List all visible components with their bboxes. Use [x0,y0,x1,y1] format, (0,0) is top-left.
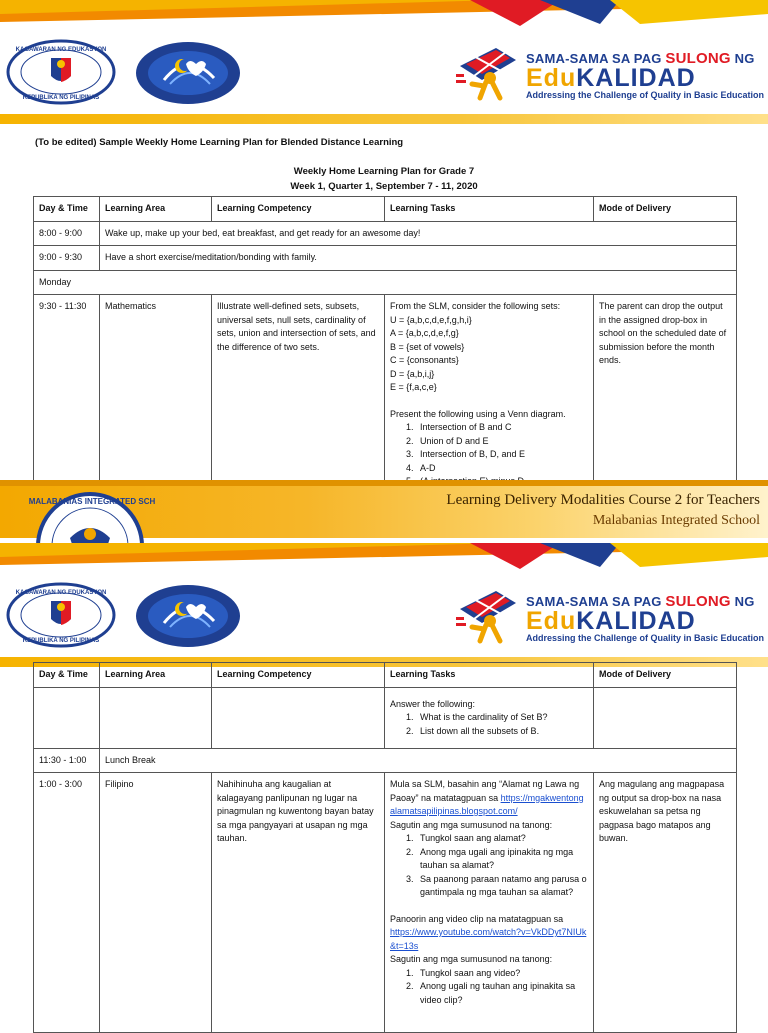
task-intro: Mula sa SLM, basahin ang “Alamat ng Lawa ng Paoay” na matatagpuan sa [390,779,580,803]
row-activity: Wake up, make up your bed, eat breakfast, and get ready for an awesome day! [100,221,737,246]
plan-week: Week 1, Quarter 1, September 7 - 11, 2020 [290,181,478,192]
header-stripe [0,543,768,573]
footer-school-name: Malabanias Integrated School [592,513,760,528]
table-row [34,748,737,773]
list-item: 3. Sa paanong paraan natamo ang parusa o gantimpala ng mga tauhan sa alamat? [416,873,588,900]
header-gold-stripe [0,114,768,124]
table-row [34,270,737,295]
edukalidad-slogan: SAMA-SAMA SA PAG SULONG NG [526,593,755,610]
plan-title: Weekly Home Learning Plan for Grade 7 [293,166,475,177]
list-item: 1. Tungkol saan ang video? [416,967,588,981]
competency-math: Illustrate well-defined sets, subsets, universal sets, null sets, cardinality of sets, union and intersection of sets, and the difference of two sets. [212,295,385,495]
svg-text:KAGAWARAN NG EDUKASYON: KAGAWARAN NG EDUKASYON [15,47,107,53]
svg-text:KAGAWARAN NG EDUKASYON: KAGAWARAN NG EDUKASYON [15,590,107,596]
table-row [34,295,737,495]
document-note: (To be edited) Sample Weekly Home Learning Plan for Blended Distance Learning [35,137,404,148]
edukalidad-mascot-icon [456,44,522,102]
table-row [34,773,737,1033]
row-time: 8:00 - 9:00 [34,221,100,246]
svg-text:REPUBLIKA NG PILIPINAS: REPUBLIKA NG PILIPINAS [22,638,100,644]
table-header-row [34,663,737,688]
col-learning-competency: Learning Competency [212,197,385,222]
edukalidad-logo [456,44,765,104]
youtube-link[interactable]: https://www.youtube.com/watch?v=VkDDyt7NIUk&t=13s [390,927,587,951]
row-time: 9:00 - 9:30 [34,246,100,271]
edukalidad-logo [456,587,765,647]
learning-area-math: Mathematics [100,295,212,495]
set-item: C = {consonants} [390,355,459,365]
table-row [34,246,737,271]
video-intro: Panoorin ang video clip na matatagpuan sa [390,913,564,924]
svg-text:REPUBLIKA NG PILIPINAS: REPUBLIKA NG PILIPINAS [22,95,100,101]
set-item: A = {a,b,c,d,e,f,g} [390,328,459,338]
row-time: 9:30 - 11:30 [34,295,100,495]
set-item: E = {f,a,c,e} [390,382,437,392]
question-list [390,967,588,1008]
tasks-math [385,295,594,495]
venn-intro: Present the following using a Venn diagram. [390,408,566,419]
tasks-intro: Answer the following: [390,698,476,709]
tasks-filipino [385,773,594,1033]
questions-intro: Sagutin ang mga sumusunod na tanong: [390,954,553,964]
row-time: 1:00 - 3:00 [34,773,100,1033]
col-learning-competency: Learning Competency [212,663,385,688]
list-item: 1. What is the cardinality of Set B? [416,711,588,725]
edukalidad-wordmark: EduKALIDAD [526,607,696,635]
academy-seal-icon [134,583,242,649]
list-item: 2. Anong ugali ng tauhan ang ipinakita sa video clip? [416,980,588,1007]
col-learning-area: Learning Area [100,663,212,688]
set-item: D = {a,b,i,j} [390,368,435,379]
learning-plan-table [33,196,737,495]
learning-area-filipino: Filipino [100,773,212,1033]
venn-list [390,421,588,489]
col-mode-of-delivery: Mode of Delivery [594,197,737,222]
school-seal-text: MALABANIAS INTEGRATED SCH [28,497,156,506]
table-row [34,221,737,246]
header-stripe [0,0,768,30]
row-activity: Have a short exercise/meditation/bonding with family. [100,246,737,271]
edukalidad-mascot-icon [456,587,522,645]
col-learning-tasks: Learning Tasks [385,663,594,688]
edukalidad-wordmark: EduKALIDAD [526,64,696,92]
question-list [390,711,588,738]
question-list [390,832,588,900]
set-item: U = {a,b,c,d,e,f,g,h,i} [390,314,472,325]
set-item: B = {set of vowels} [390,341,465,352]
list-item: 2. Union of D and E [416,435,588,449]
delivery-filipino: Ang magulang ang magpapasa ng output sa drop-box na nasa eskuwelahan sa petsa ng pagpasa bago matapos ang buwan. [594,773,737,1033]
list-item: 2. Anong mga ugali ang ipinakita ng mga tauhan sa alamat? [416,846,588,873]
deped-seal-icon [6,40,116,104]
delivery-math: The parent can drop the output in the assigned drop-box in school on the scheduled date of submission before the month ends. [594,295,737,495]
col-day-time: Day & Time [34,197,100,222]
edukalidad-slogan: SAMA-SAMA SA PAG SULONG NG [526,50,755,67]
learning-plan-table-continued [33,662,737,1033]
page-header [0,0,768,124]
page-footer [0,480,768,542]
table-header-row [34,197,737,222]
deped-seal-icon [6,583,116,647]
list-item: 1. Intersection of B and C [416,421,588,435]
footer-course-title: Learning Delivery Modalities Course 2 for Teachers [446,492,760,508]
edukalidad-tagline: Addressing the Challenge of Quality in Basic Education [526,90,765,100]
page2-header [0,543,768,667]
edukalidad-tagline: Addressing the Challenge of Quality in Basic Education [526,633,765,643]
list-item: 1. Tungkol saan ang alamat? [416,832,588,846]
col-day-time: Day & Time [34,663,100,688]
tasks-math-continued [385,687,594,748]
col-mode-of-delivery: Mode of Delivery [594,663,737,688]
col-learning-tasks: Learning Tasks [385,197,594,222]
col-learning-area: Learning Area [100,197,212,222]
row-activity: Lunch Break [100,748,737,773]
questions-intro: Sagutin ang mga sumusunod na tanong: [390,819,553,830]
table-row [34,687,737,748]
competency-filipino: Nahihinuha ang kaugalian at kalagayang panlipunan ng lugar na pinagmulan ng kuwentong bayan batay sa mga pangyayari at usapan ng mga tauhan. [212,773,385,1033]
row-time: 11:30 - 1:00 [34,748,100,773]
list-item: 3. Intersection of B, D, and E [416,448,588,462]
list-item: 4. A-D [416,462,588,476]
list-item: 2. List down all the subsets of B. [416,725,588,739]
academy-seal-icon [134,40,242,106]
blogspot-link[interactable]: https://mgakwentongalamatsapilipinas.blogspot.com/ [390,792,584,816]
tasks-intro: From the SLM, consider the following sets: [390,301,561,311]
day-label: Monday [34,270,737,295]
